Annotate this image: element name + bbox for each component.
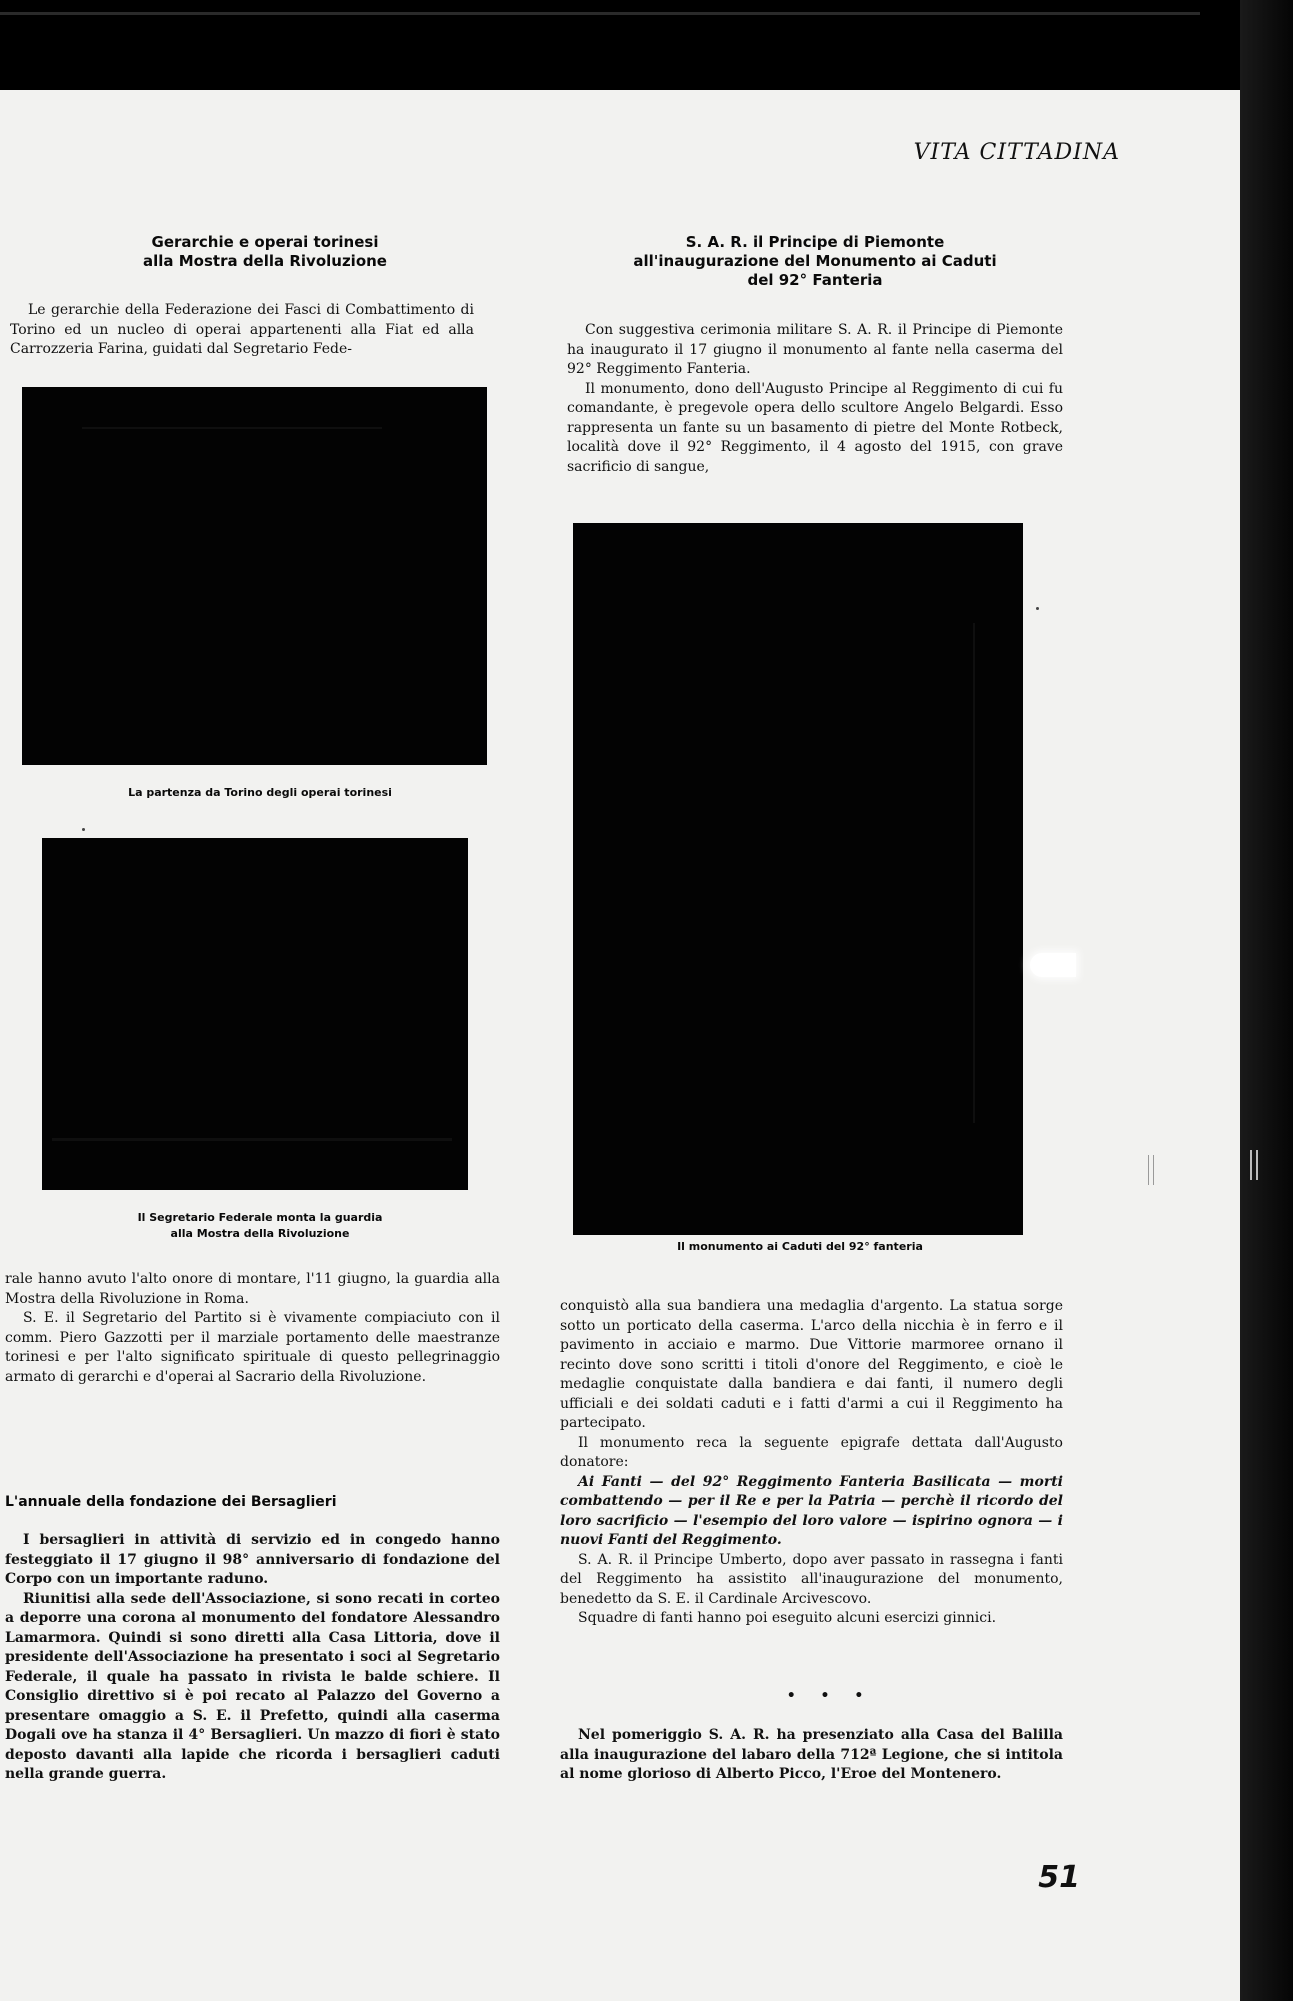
photo-caption: La partenza da Torino degli operai torinesi <box>128 786 392 799</box>
paragraph: Il monumento reca la seguente epigrafe dettata dall'Augusto donatore: <box>560 1434 1063 1470</box>
running-head: VITA CITTADINA <box>913 140 1120 165</box>
caption-line: Il Segretario Federale monta la guardia <box>137 1211 383 1224</box>
paragraph: Riunitisi alla sede dell'Associazione, si sono recati in corteo a deporre una corona al monumento del fondatore Alessandro Lamarmora. Quindi si sono diretti alla Casa Littoria, dove il presidente dell'Associazione ha presentato i soci al Segretario Federale, il quale ha passato in rivista le balde schiere. Il Consiglio direttivo si è poi recato al Palazzo del Governo a presentare omaggio a S. E. il Prefetto, quindi alla caserma Dogali ove ha stanza il 4° Bersaglieri. Un mazzo di fiori è stato deposto davanti alla lapide che ricorda i bersaglieri caduti nella grande guerra. <box>5 1590 500 1782</box>
article-headline-gerarchie <box>40 233 490 271</box>
photo-monument-92-fanteria <box>573 523 1023 1235</box>
article-body-principe <box>567 321 1063 477</box>
paragraph: Nel pomeriggio S. A. R. ha presenziato alla Casa del Balilla alla inaugurazione del labaro della 712ª Legione, che si intitola al nome glorioso di Alberto Picco, l'Eroe del Montenero. <box>560 1727 1063 1782</box>
article-body-balilla <box>560 1726 1063 1785</box>
paragraph: I bersaglieri in attività di servizio ed in congedo hanno festeggiato il 17 giugno il 98° anniversario di fondazione del Corpo con un importante raduno. <box>5 1532 500 1587</box>
paragraph: S. A. R. il Principe Umberto, dopo aver passato in rassegna i fanti del Reggimento ha assistito all'inaugurazione del monumento, benedetto da S. E. il Cardinale Arcivescovo. <box>560 1551 1063 1607</box>
headline-line: S. A. R. il Principe di Piemonte <box>685 233 945 251</box>
section-separator: • • • <box>786 1688 874 1704</box>
photo-texture <box>973 623 975 1123</box>
photo-caption-guard <box>40 1210 480 1242</box>
article-body-bersaglieri <box>5 1531 500 1785</box>
print-speck <box>82 828 85 831</box>
article-continuation-gerarchie <box>5 1270 500 1387</box>
headline-line: Gerarchie e operai torinesi <box>151 233 379 251</box>
paragraph: Il monumento, dono dell'Augusto Principe al Reggimento di cui fu comandante, è pregevole opera dello scultore Angelo Belgardi. Esso rappresenta un fante su un basamento di pietre del Monte Rotbeck, località dove il 92° Reggimento, il 4 agosto del 1915, con grave sacrificio di sangue, <box>567 380 1063 475</box>
photo-texture <box>82 427 382 429</box>
paragraph: rale hanno avuto l'alto onore di montare, l'11 giugno, la guardia alla Mostra della Rivoluzione in Roma. <box>5 1271 500 1307</box>
binding-mark <box>1250 1150 1252 1180</box>
photo-texture <box>52 1138 452 1141</box>
article-continuation-principe <box>560 1297 1063 1629</box>
article-headline-principe <box>550 233 1080 290</box>
scan-artifact <box>1153 1155 1154 1185</box>
page-number: 51 <box>1038 1860 1080 1895</box>
paragraph: Squadre di fanti hanno poi eseguito alcuni esercizi ginnici. <box>578 1610 997 1626</box>
paragraph: Con suggestiva cerimonia militare S. A. R. il Principe di Piemonte ha inaugurato il 17 giugno il monumento al fante nella caserma del 92° Reggimento Fanteria. <box>567 322 1063 377</box>
print-speck <box>1036 607 1039 610</box>
article-intro-gerarchie <box>10 301 474 360</box>
epigraph: Ai Fanti — del 92° Reggimento Fanteria Basilicata — morti combattendo — per il Re e per la Patria — perchè il ricordo del loro sacrificio — l'esempio del loro valore — ispirino ognora — i nuovi Fanti del Reggimento. <box>560 1473 1063 1548</box>
caption-line: alla Mostra della Rivoluzione <box>170 1227 350 1240</box>
headline-line: all'inaugurazione del Monumento ai Caduti <box>633 252 997 270</box>
paragraph: S. E. il Segretario del Partito si è vivamente compiaciuto con il comm. Piero Gazzotti per il marziale portamento delle maestranze torinesi e per l'alto significato spirituale di questo pellegrinaggio armato di gerarchi e d'operai al Sacrario della Rivoluzione. <box>5 1310 500 1385</box>
headline-line: alla Mostra della Rivoluzione <box>143 252 387 270</box>
top-black-margin <box>0 0 1293 90</box>
article-headline-bersaglieri: L'annuale della fondazione dei Bersaglieri <box>5 1494 337 1510</box>
photo-departure-from-turin <box>22 387 487 765</box>
light-flare <box>1030 953 1076 977</box>
paragraph: Le gerarchie della Federazione dei Fasci di Combattimento di Torino ed un nucleo di operai appartenenti alla Fiat ed alla Carrozzeria Farina, guidati dal Segretario Fede- <box>10 302 474 357</box>
paragraph: conquistò alla sua bandiera una medaglia d'argento. La statua sorge sotto un porticato della caserma. L'arco della nicchia è in ferro e il pavimento in acciaio e marmo. Due Vittorie marmoree ornano il recinto dove sono scritti i titoli d'onore del Reggimento, e cioè le medaglie conquistate dalla bandiera e dai fanti, il numero degli ufficiali e dei soldati caduti e i fatti d'armi a cui il Reggimento ha partecipato. <box>560 1298 1063 1431</box>
photo-secretary-on-guard <box>42 838 468 1190</box>
headline-line: del 92° Fanteria <box>747 271 883 289</box>
page-binding-edge <box>1240 0 1293 2001</box>
scan-artifact <box>1148 1155 1149 1185</box>
binding-mark <box>1256 1150 1258 1180</box>
top-edge-line <box>0 12 1200 15</box>
photo-caption-monument: Il monumento ai Caduti del 92° fanteria <box>677 1240 923 1253</box>
